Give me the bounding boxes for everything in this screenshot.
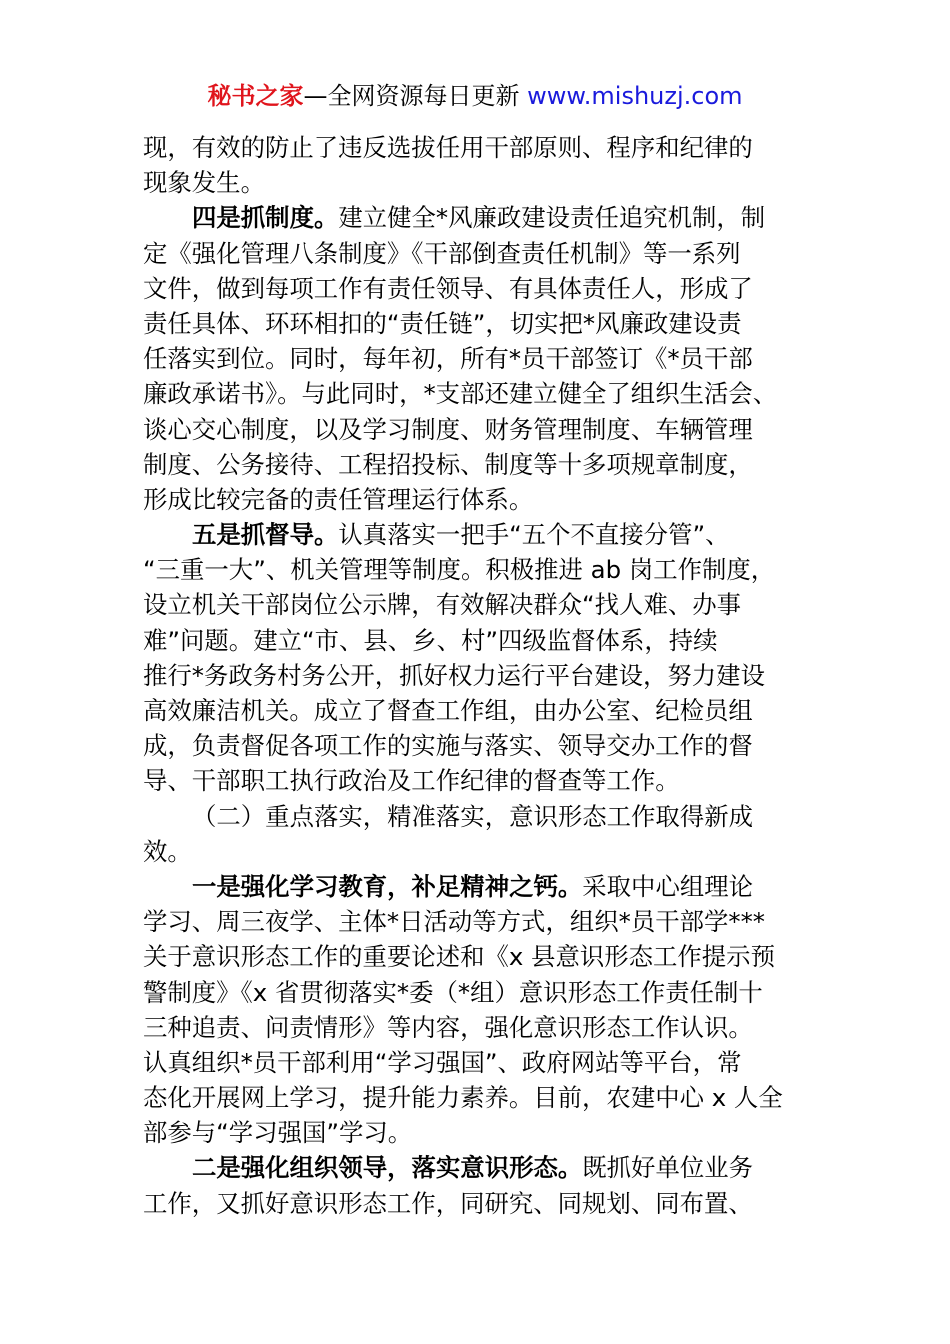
section-heading-line: 五是抓督导。认真落实一把手“五个不直接分管”、 bbox=[192, 520, 730, 550]
text-line: 设立机关干部岗位公示牌，有效解决群众“找人难、办事 bbox=[143, 590, 742, 620]
text-line: 定《强化管理八条制度》《干部倒查责任机制》等一系列 bbox=[143, 238, 741, 268]
section-heading: 五是抓督导。 bbox=[192, 520, 339, 550]
site-url-link[interactable]: www.mishuzj.com bbox=[527, 82, 743, 110]
section-heading: 二是强化组织领导，落实意识形态。 bbox=[192, 1153, 583, 1183]
text-line: 部参与“学习强国”学习。 bbox=[143, 1118, 413, 1148]
section-heading-line: 二是强化组织领导，落实意识形态。既抓好单位业务 bbox=[192, 1153, 754, 1183]
text-line: 责任具体、环环相扣的“责任链”，切实把*风廉政建设责 bbox=[143, 308, 742, 338]
text-line: 制度、公务接待、工程招投标、制度等十多项规章制度， bbox=[143, 449, 753, 479]
section-heading-line: 四是抓制度。建立健全*风廉政建设责任追究机制，制 bbox=[192, 203, 766, 233]
text-line: 态化开展网上学习，提升能力素养。目前，农建中心 x 人全 bbox=[143, 1083, 783, 1113]
text-line: 学习、周三夜学、主体*日活动等方式，组织*员干部学*** bbox=[143, 907, 765, 937]
text-line: 效。 bbox=[143, 836, 192, 866]
brand-name: 秘书之家 bbox=[207, 82, 304, 110]
text-line: 廉政承诺书》。与此同时，*支部还建立健全了组织生活会、 bbox=[143, 379, 778, 409]
document-body bbox=[143, 130, 833, 1221]
text-line: 成，负责督促各项工作的实施与落实、领导交办工作的督 bbox=[143, 731, 753, 761]
text-line: 关于意识形态工作的重要论述和《x 县意识形态工作提示预 bbox=[143, 942, 775, 972]
section-heading-line: 一是强化学习教育，补足精神之钙。采取中心组理论 bbox=[192, 871, 754, 901]
text-line: 三种追责、问责情形》等内容，强化意识形态工作认识。 bbox=[143, 1012, 753, 1042]
text-line: 推行*务政务村务公开，抓好权力运行平台建设，努力建设 bbox=[143, 660, 765, 690]
text-line: 认真组织*员干部利用“学习强国”、政府网站等平台，常 bbox=[143, 1047, 742, 1077]
text-line: 警制度》《x 省贯彻落实*委（*组）意识形态工作责任制十 bbox=[143, 977, 763, 1007]
text-line: 现象发生。 bbox=[143, 168, 265, 198]
text-line: 谈心交心制度，以及学习制度、财务管理制度、车辆管理 bbox=[143, 414, 753, 444]
text-line: 难”问题。建立“市、县、乡、村”四级监督体系，持续 bbox=[143, 625, 718, 655]
subsection-heading-line: （二）重点落实，精准落实，意识形态工作取得新成 bbox=[192, 801, 753, 831]
text-line: 高效廉洁机关。成立了督查工作组，由办公室、纪检员组 bbox=[143, 696, 753, 725]
text-line: “三重一大”、机关管理等制度。积极推进 ab 岗工作制度， bbox=[143, 555, 776, 585]
text-line: 形成比较完备的责任管理运行体系。 bbox=[143, 484, 534, 514]
page-header bbox=[0, 80, 950, 112]
text-line: 任落实到位。同时，每年初，所有*员干部签订《*员干部 bbox=[143, 344, 753, 374]
text-line: 现，有效的防止了违反选拔任用干部原则、程序和纪律的 bbox=[143, 133, 753, 162]
text-line: 文件，做到每项工作有责任领导、有具体责任人，形成了 bbox=[143, 273, 753, 303]
text-line: 导、干部职工执行政治及工作纪律的督查等工作。 bbox=[143, 766, 680, 796]
text-line: 工作，又抓好意识形态工作，同研究、同规划、同布置、 bbox=[143, 1188, 753, 1218]
section-heading: 四是抓制度。 bbox=[192, 203, 339, 233]
section-heading: 一是强化学习教育，补足精神之钙。 bbox=[192, 871, 583, 901]
header-tagline: —全网资源每日更新 bbox=[303, 82, 528, 110]
